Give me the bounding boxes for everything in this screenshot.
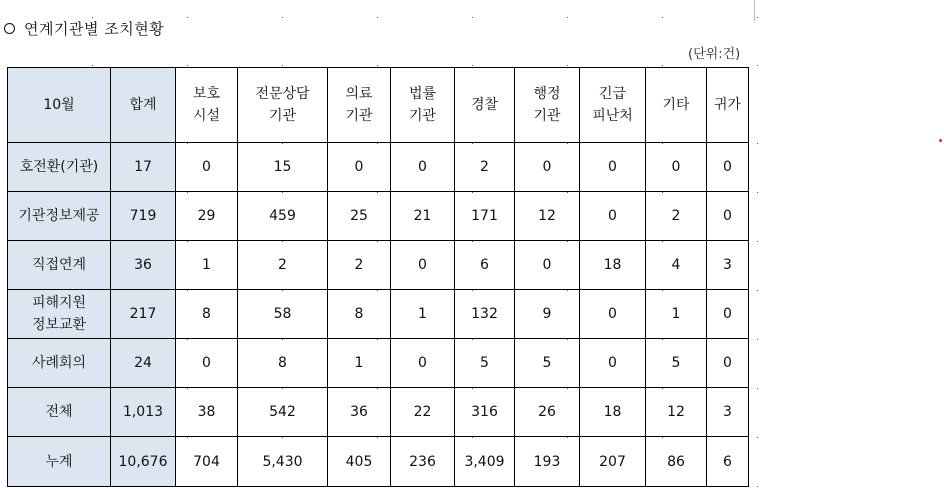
- value-cell: 171: [455, 192, 515, 241]
- row-label-line: 전체: [45, 404, 73, 420]
- column-header-line: 전문상담: [255, 86, 310, 102]
- column-header: [391, 68, 455, 143]
- column-header-line: 기관: [533, 108, 561, 124]
- sheet-border: [754, 0, 755, 22]
- column-header-line: 시설: [192, 108, 221, 124]
- column-header: [238, 68, 328, 143]
- table-row: [8, 192, 749, 241]
- value-cell: 459: [238, 192, 328, 241]
- corner-cell: 10월: [8, 68, 111, 143]
- value-cell: 2: [646, 192, 707, 241]
- column-header: [646, 68, 707, 143]
- column-header: [707, 68, 749, 143]
- row-label: [8, 241, 111, 290]
- grid-dot: [187, 65, 188, 66]
- grid-dot: [757, 65, 758, 66]
- table-row: [8, 143, 749, 192]
- value-cell: 0: [707, 290, 749, 339]
- section-title-text: 연계기관별 조치현황: [24, 20, 165, 38]
- value-cell: 6: [455, 241, 515, 290]
- row-total-cell: 17: [111, 143, 176, 192]
- value-cell: 2: [238, 241, 328, 290]
- row-total-cell: 1,013: [111, 388, 176, 437]
- value-cell: 29: [176, 192, 238, 241]
- value-cell: 1: [176, 241, 238, 290]
- circle-bullet-icon: [4, 23, 15, 34]
- value-cell: 5: [515, 339, 580, 388]
- grid-dot: [92, 65, 93, 66]
- value-cell: 0: [515, 143, 580, 192]
- value-cell: 9: [515, 290, 580, 339]
- value-cell: 18: [580, 241, 646, 290]
- table-row: [8, 388, 749, 437]
- value-cell: 2: [328, 241, 391, 290]
- table-row: [8, 437, 749, 487]
- section-title: [4, 18, 164, 39]
- grid-dot: [662, 17, 663, 18]
- value-cell: 4: [646, 241, 707, 290]
- grid-dot: [757, 388, 758, 389]
- value-cell: 58: [238, 290, 328, 339]
- value-cell: 0: [391, 241, 455, 290]
- grid-dot: [757, 17, 758, 18]
- value-cell: 0: [707, 143, 749, 192]
- value-cell: 22: [391, 388, 455, 437]
- grid-dot: [757, 241, 758, 242]
- column-header: [455, 68, 515, 143]
- value-cell: 0: [391, 339, 455, 388]
- value-cell: 193: [515, 437, 580, 487]
- value-cell: 5: [646, 339, 707, 388]
- value-cell: 0: [391, 143, 455, 192]
- value-cell: 0: [580, 143, 646, 192]
- value-cell: 12: [646, 388, 707, 437]
- value-cell: 3,409: [455, 437, 515, 487]
- red-dot-marker: [939, 139, 942, 142]
- table-row: [8, 241, 749, 290]
- grid-dot: [377, 17, 378, 18]
- value-cell: 236: [391, 437, 455, 487]
- column-header-line: 기관: [408, 108, 437, 124]
- grid-dot: [757, 339, 758, 340]
- value-cell: 207: [580, 437, 646, 487]
- value-cell: 8: [328, 290, 391, 339]
- table-row: [8, 290, 749, 339]
- column-header-line: 기관: [268, 108, 297, 124]
- row-label-line: 누계: [45, 453, 73, 470]
- column-header-line: 기타: [662, 97, 690, 113]
- value-cell: 38: [176, 388, 238, 437]
- value-cell: 12: [515, 192, 580, 241]
- value-cell: 0: [580, 192, 646, 241]
- value-cell: 1: [646, 290, 707, 339]
- table-row: [8, 339, 749, 388]
- value-cell: 405: [328, 437, 391, 487]
- grid-dot: [757, 437, 758, 438]
- value-cell: 0: [176, 339, 238, 388]
- row-label-line: 직접연계: [31, 257, 87, 273]
- row-label-line: 호전환(기관): [19, 159, 99, 175]
- value-cell: 132: [455, 290, 515, 339]
- row-total-cell: 10,676: [111, 437, 176, 487]
- row-total-cell: 24: [111, 339, 176, 388]
- row-total-cell: 719: [111, 192, 176, 241]
- grid-dot: [282, 65, 283, 66]
- value-cell: 2: [455, 143, 515, 192]
- value-cell: 6: [707, 437, 749, 487]
- row-label: [8, 290, 111, 339]
- column-header-line: 의료: [345, 86, 373, 102]
- row-label: [8, 143, 111, 192]
- value-cell: 0: [580, 290, 646, 339]
- row-label-line: 기관정보제공: [18, 208, 100, 224]
- grid-dot: [567, 65, 568, 66]
- value-cell: 0: [646, 143, 707, 192]
- grid-dot: [282, 17, 283, 18]
- row-total-cell: 36: [111, 241, 176, 290]
- value-cell: 5: [455, 339, 515, 388]
- column-header-line: 보호: [192, 86, 221, 102]
- grid-dot: [472, 65, 473, 66]
- value-cell: 8: [238, 339, 328, 388]
- value-cell: 1: [328, 339, 391, 388]
- row-label: [8, 437, 111, 487]
- row-label-line: 정보교환: [31, 317, 87, 333]
- grid-dot: [662, 65, 663, 66]
- value-cell: 542: [238, 388, 328, 437]
- value-cell: 316: [455, 388, 515, 437]
- value-cell: 3: [707, 388, 749, 437]
- grid-dot: [757, 486, 758, 487]
- row-label-line: 피해지원: [31, 295, 87, 311]
- value-cell: 86: [646, 437, 707, 487]
- value-cell: 36: [328, 388, 391, 437]
- value-cell: 0: [580, 339, 646, 388]
- value-cell: 25: [328, 192, 391, 241]
- column-header-line: 법률: [408, 86, 437, 102]
- column-header-line: 기관: [345, 108, 373, 124]
- value-cell: 26: [515, 388, 580, 437]
- agency-action-table: [7, 67, 749, 487]
- grid-dot: [472, 17, 473, 18]
- grid-dot: [757, 192, 758, 193]
- unit-label: (단위:건): [688, 47, 741, 62]
- value-cell: 8: [176, 290, 238, 339]
- value-cell: 704: [176, 437, 238, 487]
- grid-dot: [377, 65, 378, 66]
- column-header: [176, 68, 238, 143]
- value-cell: 0: [328, 143, 391, 192]
- column-header: [580, 68, 646, 143]
- column-header-line: 긴급: [598, 86, 627, 102]
- value-cell: 0: [515, 241, 580, 290]
- row-total-cell: 217: [111, 290, 176, 339]
- column-header-line: 경찰: [470, 97, 499, 113]
- grid-dot: [567, 17, 568, 18]
- column-header-line: 귀가: [713, 97, 742, 113]
- value-cell: 1: [391, 290, 455, 339]
- row-label: [8, 339, 111, 388]
- row-label: [8, 388, 111, 437]
- column-header-line: 피난처: [592, 108, 633, 124]
- grid-dot: [757, 290, 758, 291]
- total-header: 합계: [111, 68, 176, 143]
- value-cell: 21: [391, 192, 455, 241]
- column-header-line: 행정: [533, 86, 561, 102]
- row-label: [8, 192, 111, 241]
- row-label-line: 사례회의: [31, 355, 87, 371]
- grid-dot: [187, 17, 188, 18]
- value-cell: 0: [707, 339, 749, 388]
- value-cell: 0: [707, 192, 749, 241]
- value-cell: 0: [176, 143, 238, 192]
- value-cell: 5,430: [238, 437, 328, 487]
- column-header: [328, 68, 391, 143]
- value-cell: 3: [707, 241, 749, 290]
- value-cell: 18: [580, 388, 646, 437]
- grid-dot: [757, 143, 758, 144]
- column-header: [515, 68, 580, 143]
- value-cell: 15: [238, 143, 328, 192]
